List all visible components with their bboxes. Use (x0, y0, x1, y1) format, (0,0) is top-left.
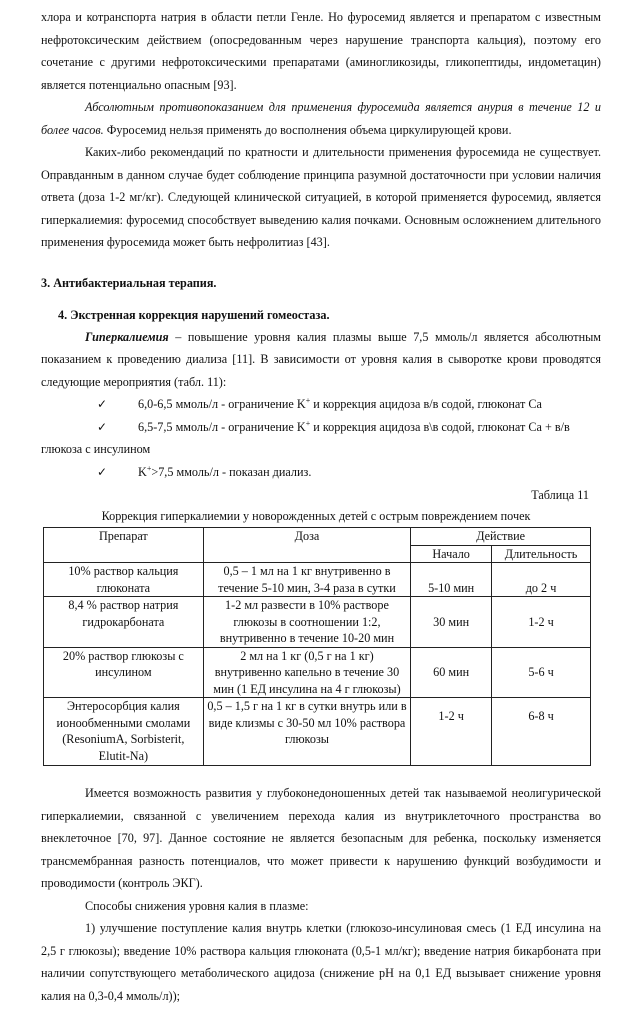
contraindication-rest: Фуросемид нельзя применять до восполнения объема циркулирующей крови. (103, 122, 512, 137)
table-label: Таблица 11 (531, 488, 589, 502)
hyperkalemia-text: – повышение уровня калия плазмы выше 7,5 ммоль/л является абсолютным показанием к проведению диализа [11]. В зависимости от уровня калия в сыворотке крови проводятся следующие мероприятия (табл. 11): (41, 329, 601, 389)
header-action: Действие (411, 528, 591, 546)
cell-drug: 20% раствор глюкозы с инсулином (44, 647, 204, 698)
checklist-item (41, 393, 601, 416)
cell-onset: 30 мин (411, 597, 492, 648)
cell-duration: 6-8 ч (492, 698, 591, 766)
checklist-item-text: 6,5-7,5 ммоль/л - ограничение K+ и коррекция ацидоза в\в содой, глюконат Ca + в/в (138, 418, 570, 434)
table-row (44, 698, 591, 766)
table-row (44, 647, 591, 698)
checklist-item-text: K+>7,5 ммоль/л - показан диализ. (138, 463, 312, 479)
cell-drug: 10% раствор кальция глюконата (44, 563, 204, 597)
paragraph-nonoliguric-hyperkalemia: Имеется возможность развития у глубоконедоношенных детей так называемой неолигурической гиперкалиемии, связанной с увеличением перехода калия из внутриклеточного пространства во внеклеточное [70, 97]. Данное состояние не является безопасным для ребенка, поскольку изменяется трансмембранная разность потенциалов, что может привести к нарушению функций возбудимости и проводимости (контроль ЭКГ). (41, 786, 601, 890)
document-page (41, 0, 601, 1007)
section-heading-antibacterial: 3. Антибактериальная терапия. (41, 275, 217, 290)
cell-dose: 1-2 мл развести в 10% растворе глюкозы в соотношении 1:2, внутривенно в течение 10-20 мин (203, 597, 410, 648)
header-dose: Доза (203, 528, 410, 563)
cell-dose: 2 мл на 1 кг (0,5 г на 1 кг) внутривенно капельно в течение 30 мин (1 ЕД инсулина на 4 г глюкозы) (203, 647, 410, 698)
header-onset: Начало (411, 545, 492, 563)
cell-onset: 5-10 мин (411, 563, 492, 597)
contraindication-italic: Абсолютным противопоказанием для применения фуросемида является анурия в течение 12 и более часов. (41, 100, 601, 137)
checkmark-icon: ✓ (97, 419, 108, 434)
table-row (44, 597, 591, 648)
table-caption: Коррекция гиперкалиемии у новорожденных детей с острым повреждением почек (101, 509, 531, 523)
checklist-item (41, 461, 601, 484)
checkmark-icon: ✓ (97, 464, 108, 479)
cell-onset: 1-2 ч (411, 698, 492, 766)
hyperkalemia-term: Гиперкалиемия (85, 329, 169, 344)
checklist-item (41, 416, 601, 439)
cell-dose: 0,5 – 1 мл на 1 кг внутривенно в течение 5-10 мин, 3-4 раза в сутки (203, 563, 410, 597)
method-item: 1) улучшение поступление калия внутрь клетки (глюкозо-инсулиновая смесь (1 ЕД инсулина на 2,5 г глюкозы); введение 10% раствора кальция глюконата (0,5-1 мл/кг); введение натрия бикарбоната при наличии сопутствующего метаболического ацидоза (снижение pH на 0,1 ЕД вызывает снижение уровня калия на 0,3-0,4 ммоль/л)); (41, 921, 601, 1003)
checklist-item-text: 6,0-6,5 ммоль/л - ограничение K+ и коррекция ацидоза в/в содой, глюконат Ca (138, 395, 542, 411)
methods-heading: Способы снижения уровня калия в плазме: (85, 898, 309, 913)
cell-onset: 60 мин (411, 647, 492, 698)
checklist-item-continuation: глюкоза с инсулином (41, 442, 151, 456)
cell-duration: до 2 ч (492, 563, 591, 597)
cell-drug: 8,4 % раствор натрия гидрокарбоната (44, 597, 204, 648)
section-heading-homeostasis: 4. Экстренная коррекция нарушений гомеостаза. (58, 307, 330, 322)
header-duration: Длительность (492, 545, 591, 563)
cell-duration: 1-2 ч (492, 597, 591, 648)
paragraph-recommendations: Каких-либо рекомендаций по кратности и длительности применения фуросемида не существует. Оправданным в данном случае будет соблюдение принципа разумной достаточности при условии наличия ответа (доза 1-2 мг/кг). Следующей клинической ситуацией, в которой применяется фуросемид, является гиперкалиемия: фуросемид способствует выведению калия почками. Основным осложнением длительного применения фуросемида может быть нефролитиаз [43]. (41, 145, 601, 249)
cell-dose: 0,5 – 1,5 г на 1 кг в сутки внутрь или в виде клизмы с 30-50 мл 10% раствора глюкозы (203, 698, 410, 766)
hyperkalemia-correction-table (43, 527, 591, 766)
paragraph-hyperkalemia (41, 326, 601, 394)
cell-duration: 5-6 ч (492, 647, 591, 698)
paragraph-contraindication (41, 96, 601, 141)
table-row (44, 563, 591, 597)
header-drug: Препарат (44, 528, 204, 563)
checkmark-icon: ✓ (97, 397, 108, 411)
paragraph-furosemide-nephrotoxicity: хлора и котранспорта натрия в области петли Генле. Но фуросемид является и препаратом с известным нефротоксическим действием (опосредованным через нарушение транспорта кальция), поэтому его сочетание с другими нефротоксическими препаратами (аминогликозиды, гликопептиды, индометацин) является потенциально опасным [93]. (41, 10, 601, 92)
cell-drug: Энтеросорбция калия ионообменными смолами (ResoniumA, Sorbisterit, Elutit-Na) (44, 698, 204, 766)
